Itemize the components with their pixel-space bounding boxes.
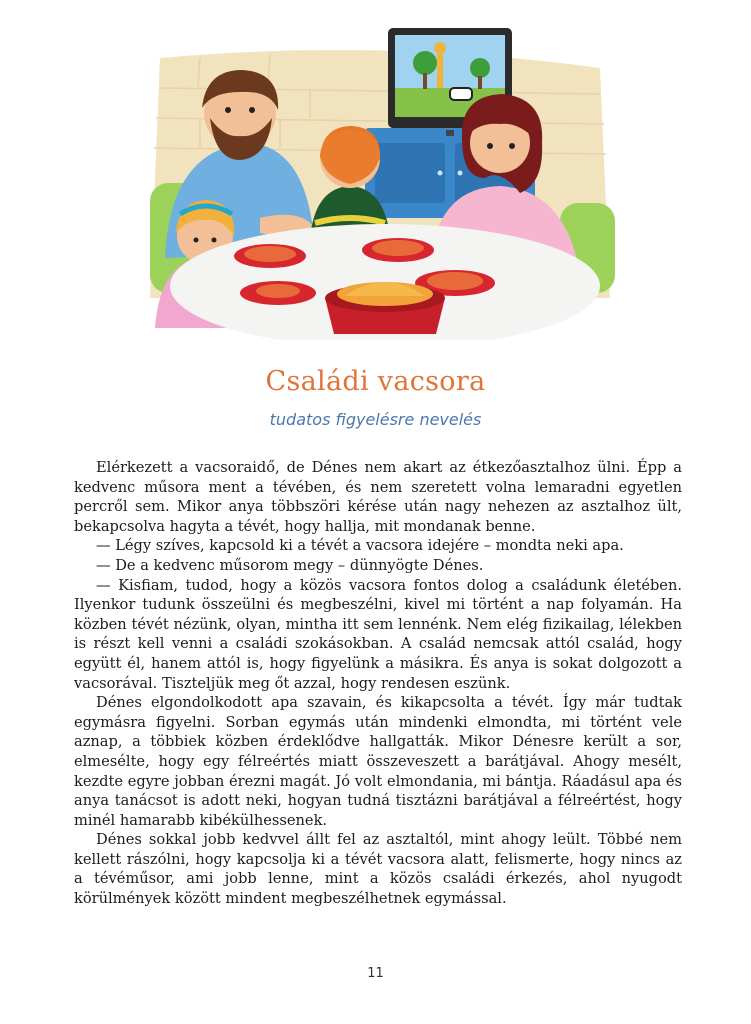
family-dinner-illustration: [140, 18, 620, 340]
story-text: [74, 458, 682, 909]
paragraph: Dénes elgondolkodott apa szavain, és kikapcsolta a tévét. Így már tudtak egymásra figyelni. Sorban egymás után mindenki elmondta, mi történt vele aznap, a többiek közben érdeklődve hallgatták. Mikor Dénesre került a sor, elmesélte, hogy egy félreértés miatt összeveszett a barátjával. Ahogy mesélt, kezdte egyre jobban érezni magát. Jó volt elmondania, mi bántja. Ráadásul apa és anya tanácsot is adott neki, hogyan tudná tisztázni barátjával a félreértést, hogy minél hamarabb kibékülhessenek.: [74, 694, 682, 829]
paragraph: — Légy szíves, kapcsold ki a tévét a vacsora idejére – mondta neki apa.: [96, 537, 624, 555]
food-pot: [325, 282, 445, 334]
paragraph: Elérkezett a vacsoraidő, de Dénes nem akart az étkezőasztalhoz ülni. Épp a kedvenc műsora ment a tévében, és nem szeretett volna lemaradni egyetlen percről sem. Mikor anya többszöri kérése után nagy nehezen az asztalhoz ült, bekapcsolva hagyta a tévét, hogy hallja, mit mondanak benne.: [74, 459, 682, 535]
paragraph: — De a kedvenc műsorom megy – dünnyögte Dénes.: [96, 556, 484, 574]
paragraph: Dénes sokkal jobb kedvvel állt fel az asztaltól, mint ahogy leült. Többé nem kellett rászólni, hogy kapcsolja ki a tévét vacsora alatt, felismerte, hogy nincs az a tévéműsor, ami jobb lenne, mint a közös családi érkezés, ahol nyugodt körülmények között mindent megbeszélhetnek egymással.: [74, 831, 682, 908]
paragraph: — Kisfiam, tudod, hogy a közös vacsora fontos dolog a családunk életében. Ilyenkor tudunk összeülni és megbeszélni, kivel mi történt a nap folyamán. Ha közben tévét nézünk, olyan, mintha itt sem lennénk. Nem elég fizikailag, lélekben is részt kell venni a családi szokásokban. A család nemcsak attól család, hogy együtt él, hanem attól is, hogy figyelünk a másikra. És anya is sokat dolgozott a vacsorával. Tiszteljük meg őt azzal, hogy rendesen eszünk.: [74, 576, 682, 692]
page-number: 11: [367, 966, 384, 981]
story-subtitle: tudatos figyelésre nevelés: [269, 410, 482, 429]
story-title: Családi vacsora: [265, 366, 486, 397]
